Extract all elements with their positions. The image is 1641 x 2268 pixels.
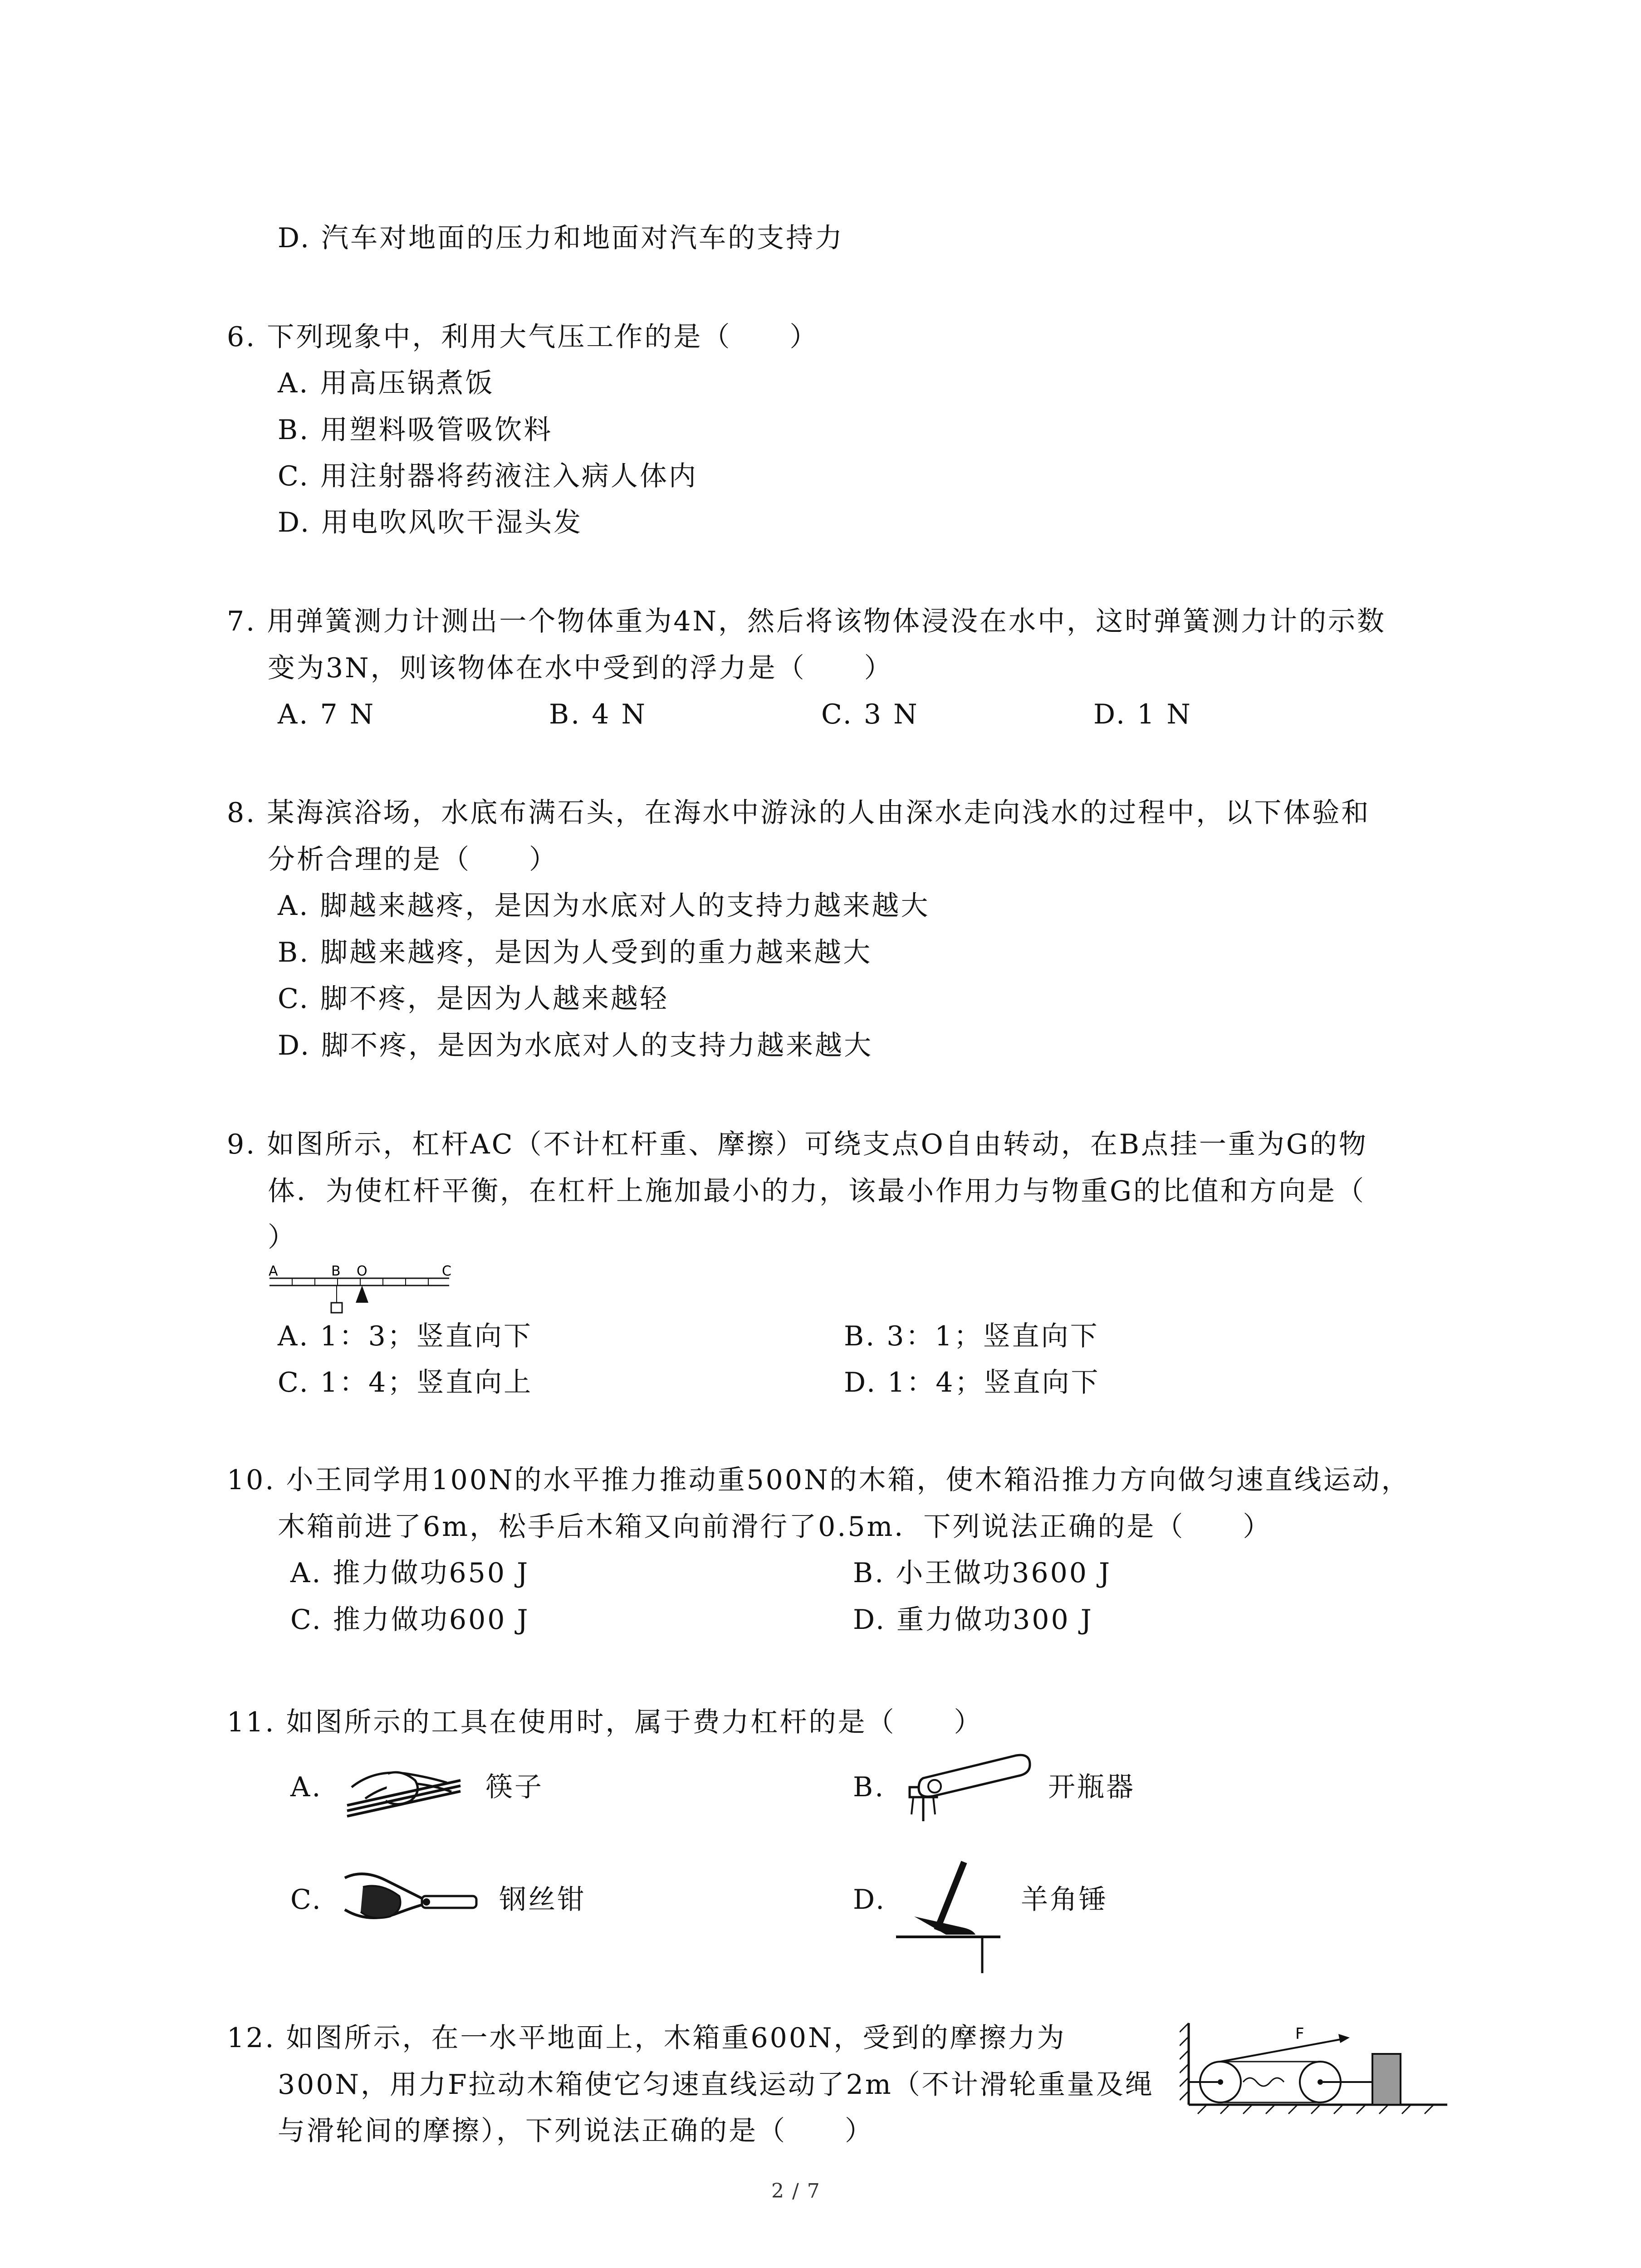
q6-stem: 6. 下列现象中，利用大气压工作的是（ ） [227,321,819,353]
q11-option-c-letter: C. [290,1884,323,1916]
q7-stem-line1: 7. 用弹簧测力计测出一个物体重为4N，然后将该物体浸没在水中，这时弹簧测力计的示数 [227,606,1386,637]
q6-option-c: C. 用注射器将药液注入病人体内 [278,460,698,492]
q9-stem-line3: ） [268,1222,297,1253]
q10-stem-line1: 10. 小王同学用100N的水平推力推动重500N的木箱，使木箱沿推力方向做匀速直线运动， [227,1464,1411,1496]
q9-stem-line1: 9. 如图所示，杠杆AC（不计杠杆重、摩擦）可绕支点O自由转动，在B点挂一重为G的物 [227,1129,1368,1160]
lever-label-c: C [442,1263,451,1279]
q7-option-c: C. 3 N [821,699,919,730]
q8-option-b: B. 脚越来越疼，是因为人受到的重力越来越大 [278,937,872,968]
q11-option-d-letter: D. [853,1884,887,1916]
page-number: 2 / 7 [771,2180,821,2203]
q11-option-b-name: 开瓶器 [1048,1771,1135,1803]
q9-stem-line2: 体．为使杠杆平衡，在杠杆上施加最小的力，该最小作用力与物重G的比值和方向是（ [268,1175,1366,1207]
q12-stem-line3: 与滑轮间的摩擦），下列说法正确的是（ ） [278,2115,874,2147]
q9-option-c: C. 1：4；竖直向上 [278,1367,533,1398]
q8-option-a: A. 脚越来越疼，是因为水底对人的支持力越来越大 [278,890,930,922]
q6-option-b: B. 用塑料吸管吸饮料 [278,414,553,446]
chopsticks-icon [338,1755,465,1823]
q10-option-d: D. 重力做功300 J [853,1604,1093,1636]
lever-label-o: O [357,1263,367,1279]
q8-option-c: C. 脚不疼，是因为人越来越轻 [278,983,669,1015]
q11-option-c-name: 钢丝钳 [499,1884,586,1916]
q8-stem-line1: 8. 某海滨浴场，水底布满石头，在海水中游泳的人由深水走向浅水的过程中，以下体验和 [227,797,1371,829]
q8-stem-line2: 分析合理的是（ ） [268,844,558,875]
q11-option-d-name: 羊角锤 [1021,1884,1108,1916]
q9-option-b: B. 3：1；竖直向下 [844,1320,1099,1352]
q7-option-a: A. 7 N [278,699,376,730]
q9-option-d: D. 1：4；竖直向下 [844,1367,1100,1398]
bottle-opener-icon [901,1746,1037,1823]
q10-stem-line2: 木箱前进了6m，松手后木箱又向前滑行了0.5m．下列说法正确的是（ ） [278,1511,1272,1543]
pulley-figure [1180,2014,1452,2123]
lever-label-b: B [331,1263,341,1279]
q8-option-d: D. 脚不疼，是因为水底对人的支持力越来越大 [278,1030,873,1061]
q9-option-a: A. 1：3；竖直向下 [278,1320,533,1352]
claw-hammer-icon [896,1848,1009,1975]
q7-option-b: B. 4 N [549,699,647,730]
pliers-icon [336,1860,485,1932]
q6-option-d: D. 用电吹风吹干湿头发 [278,507,583,538]
q11-option-a-name: 筷子 [485,1771,544,1803]
q11-option-b-letter: B. [853,1771,886,1803]
lever-label-a: A [269,1263,278,1279]
q7-stem-line2: 变为3N，则该物体在水中受到的浮力是（ ） [268,652,893,684]
q12-stem-line1: 12. 如图所示，在一水平地面上，木箱重600N，受到的摩擦力为 [227,2022,1066,2054]
q10-option-a: A. 推力做功650 J [290,1557,530,1589]
q11-option-a-letter: A. [290,1771,323,1803]
pulley-label-f: F [1295,2025,1304,2043]
q10-option-c: C. 推力做功600 J [290,1604,530,1636]
q6-option-a: A. 用高压锅煮饭 [278,367,495,399]
lever-figure [268,1259,454,1318]
q10-option-b: B. 小王做功3600 J [853,1557,1112,1589]
q11-stem: 11. 如图所示的工具在使用时，属于费力杠杆的是（ ） [227,1706,983,1738]
q7-option-d: D. 1 N [1093,699,1192,730]
q12-stem-line2: 300N，用力F拉动木箱使它匀速直线运动了2m（不计滑轮重量及绳 [278,2069,1154,2101]
q5-option-d: D. 汽车对地面的压力和地面对汽车的支持力 [278,222,844,254]
